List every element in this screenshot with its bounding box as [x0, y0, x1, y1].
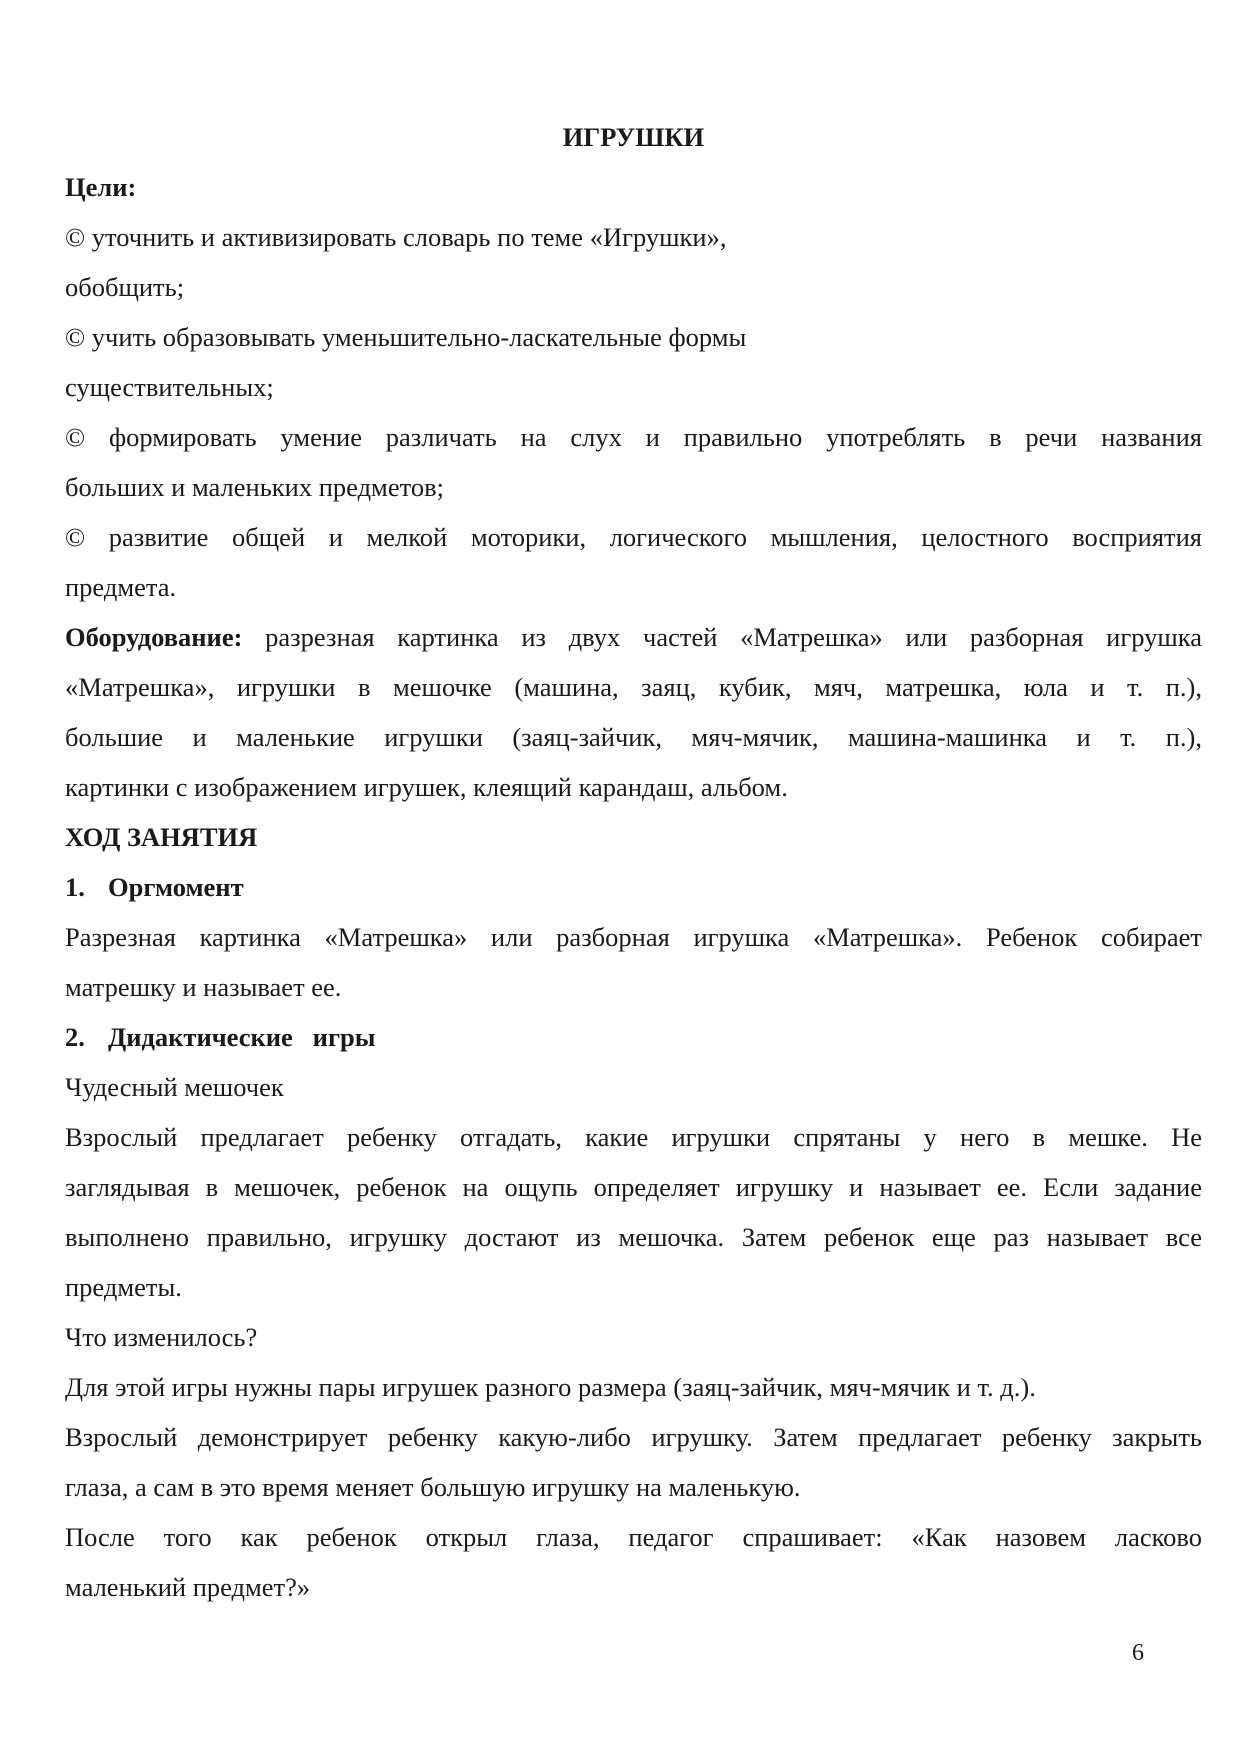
course-heading	[65, 812, 1202, 862]
equipment-text-1: разрезная картинка из двух частей «Матрешка» или разборная игрушка	[265, 622, 1203, 652]
game-2-para-3-line-1: После того как ребенок открыл глаза, педагог спрашивает: «Как назовем ласково	[65, 1522, 1202, 1552]
section-1-line-1: Разрезная картинка «Матрешка» или разборная игрушка «Матрешка». Ребенок собирает	[65, 922, 1202, 952]
section-1-line-2: матрешку и называет ее.	[65, 972, 342, 1002]
goal-2-line-2: существительных;	[65, 372, 274, 402]
game-2-para-1: Для этой игры нужны пары игрушек разного размера (заяц-зайчик, мяч-мячик и т. д.).	[65, 1372, 1036, 1402]
game-2-para-2-line-2: глаза, а сам в это время меняет большую игрушку на маленькую.	[65, 1472, 801, 1502]
section-2-heading	[65, 1012, 1202, 1062]
page-number: 6	[1132, 1640, 1144, 1666]
course-heading-text: ХОД ЗАНЯТИЯ	[65, 822, 258, 852]
goals-heading-text: Цели:	[65, 172, 137, 202]
game-2-para-2-line-1: Взрослый демонстрирует ребенку какую-либо игрушку. Затем предлагает ребенку закрыть	[65, 1422, 1202, 1452]
document-page	[65, 112, 1202, 1612]
goal-1-line-1: © уточнить и активизировать словарь по теме «Игрушки»,	[65, 222, 727, 252]
section-1-heading	[65, 862, 1202, 912]
game-1-line-3: выполнено правильно, игрушку достают из мешочка. Затем ребенок еще раз называет все	[65, 1222, 1202, 1252]
goal-4-line-2: предмета.	[65, 572, 177, 602]
section-2-number: 2.	[65, 1022, 85, 1052]
equipment-line-4: картинки с изображением игрушек, клеящий карандаш, альбом.	[65, 772, 788, 802]
equipment-line-3: большие и маленькие игрушки (заяц-зайчик, мяч-мячик, машина-машинка и т. п.),	[65, 722, 1202, 752]
section-1-title: Оргмомент	[108, 872, 244, 902]
equipment-line-1	[65, 612, 1202, 662]
game-1-line-2: заглядывая в мешочек, ребенок на ощупь определяет игрушку и называет ее. Если задание	[65, 1172, 1202, 1202]
goal-3-line-2: больших и маленьких предметов;	[65, 472, 444, 502]
goals-heading	[65, 162, 1202, 212]
goal-2-line-1: © учить образовывать уменьшительно-ласкательные формы	[65, 322, 747, 352]
game-1-line-1: Взрослый предлагает ребенку отгадать, какие игрушки спрятаны у него в мешке. Не	[65, 1122, 1202, 1152]
section-2-title: Дидактические игры	[108, 1022, 376, 1052]
section-1-number: 1.	[65, 872, 85, 902]
page-title: ИГРУШКИ	[562, 122, 705, 152]
equipment-label: Оборудование:	[65, 622, 243, 652]
goal-1-line-2: обобщить;	[65, 272, 185, 302]
game-2-para-3-line-2: маленький предмет?»	[65, 1572, 311, 1602]
equipment-line-2: «Матрешка», игрушки в мешочке (машина, заяц, кубик, мяч, матрешка, юла и т. п.),	[65, 672, 1202, 702]
goal-3-line-1: © формировать умение различать на слух и правильно употреблять в речи названия	[65, 422, 1202, 452]
game-2-name: Что изменилось?	[65, 1322, 258, 1352]
game-1-name: Чудесный мешочек	[65, 1072, 284, 1102]
goal-4-line-1: © развитие общей и мелкой моторики, логического мышления, целостного восприятия	[65, 522, 1202, 552]
game-1-line-4: предметы.	[65, 1272, 182, 1302]
